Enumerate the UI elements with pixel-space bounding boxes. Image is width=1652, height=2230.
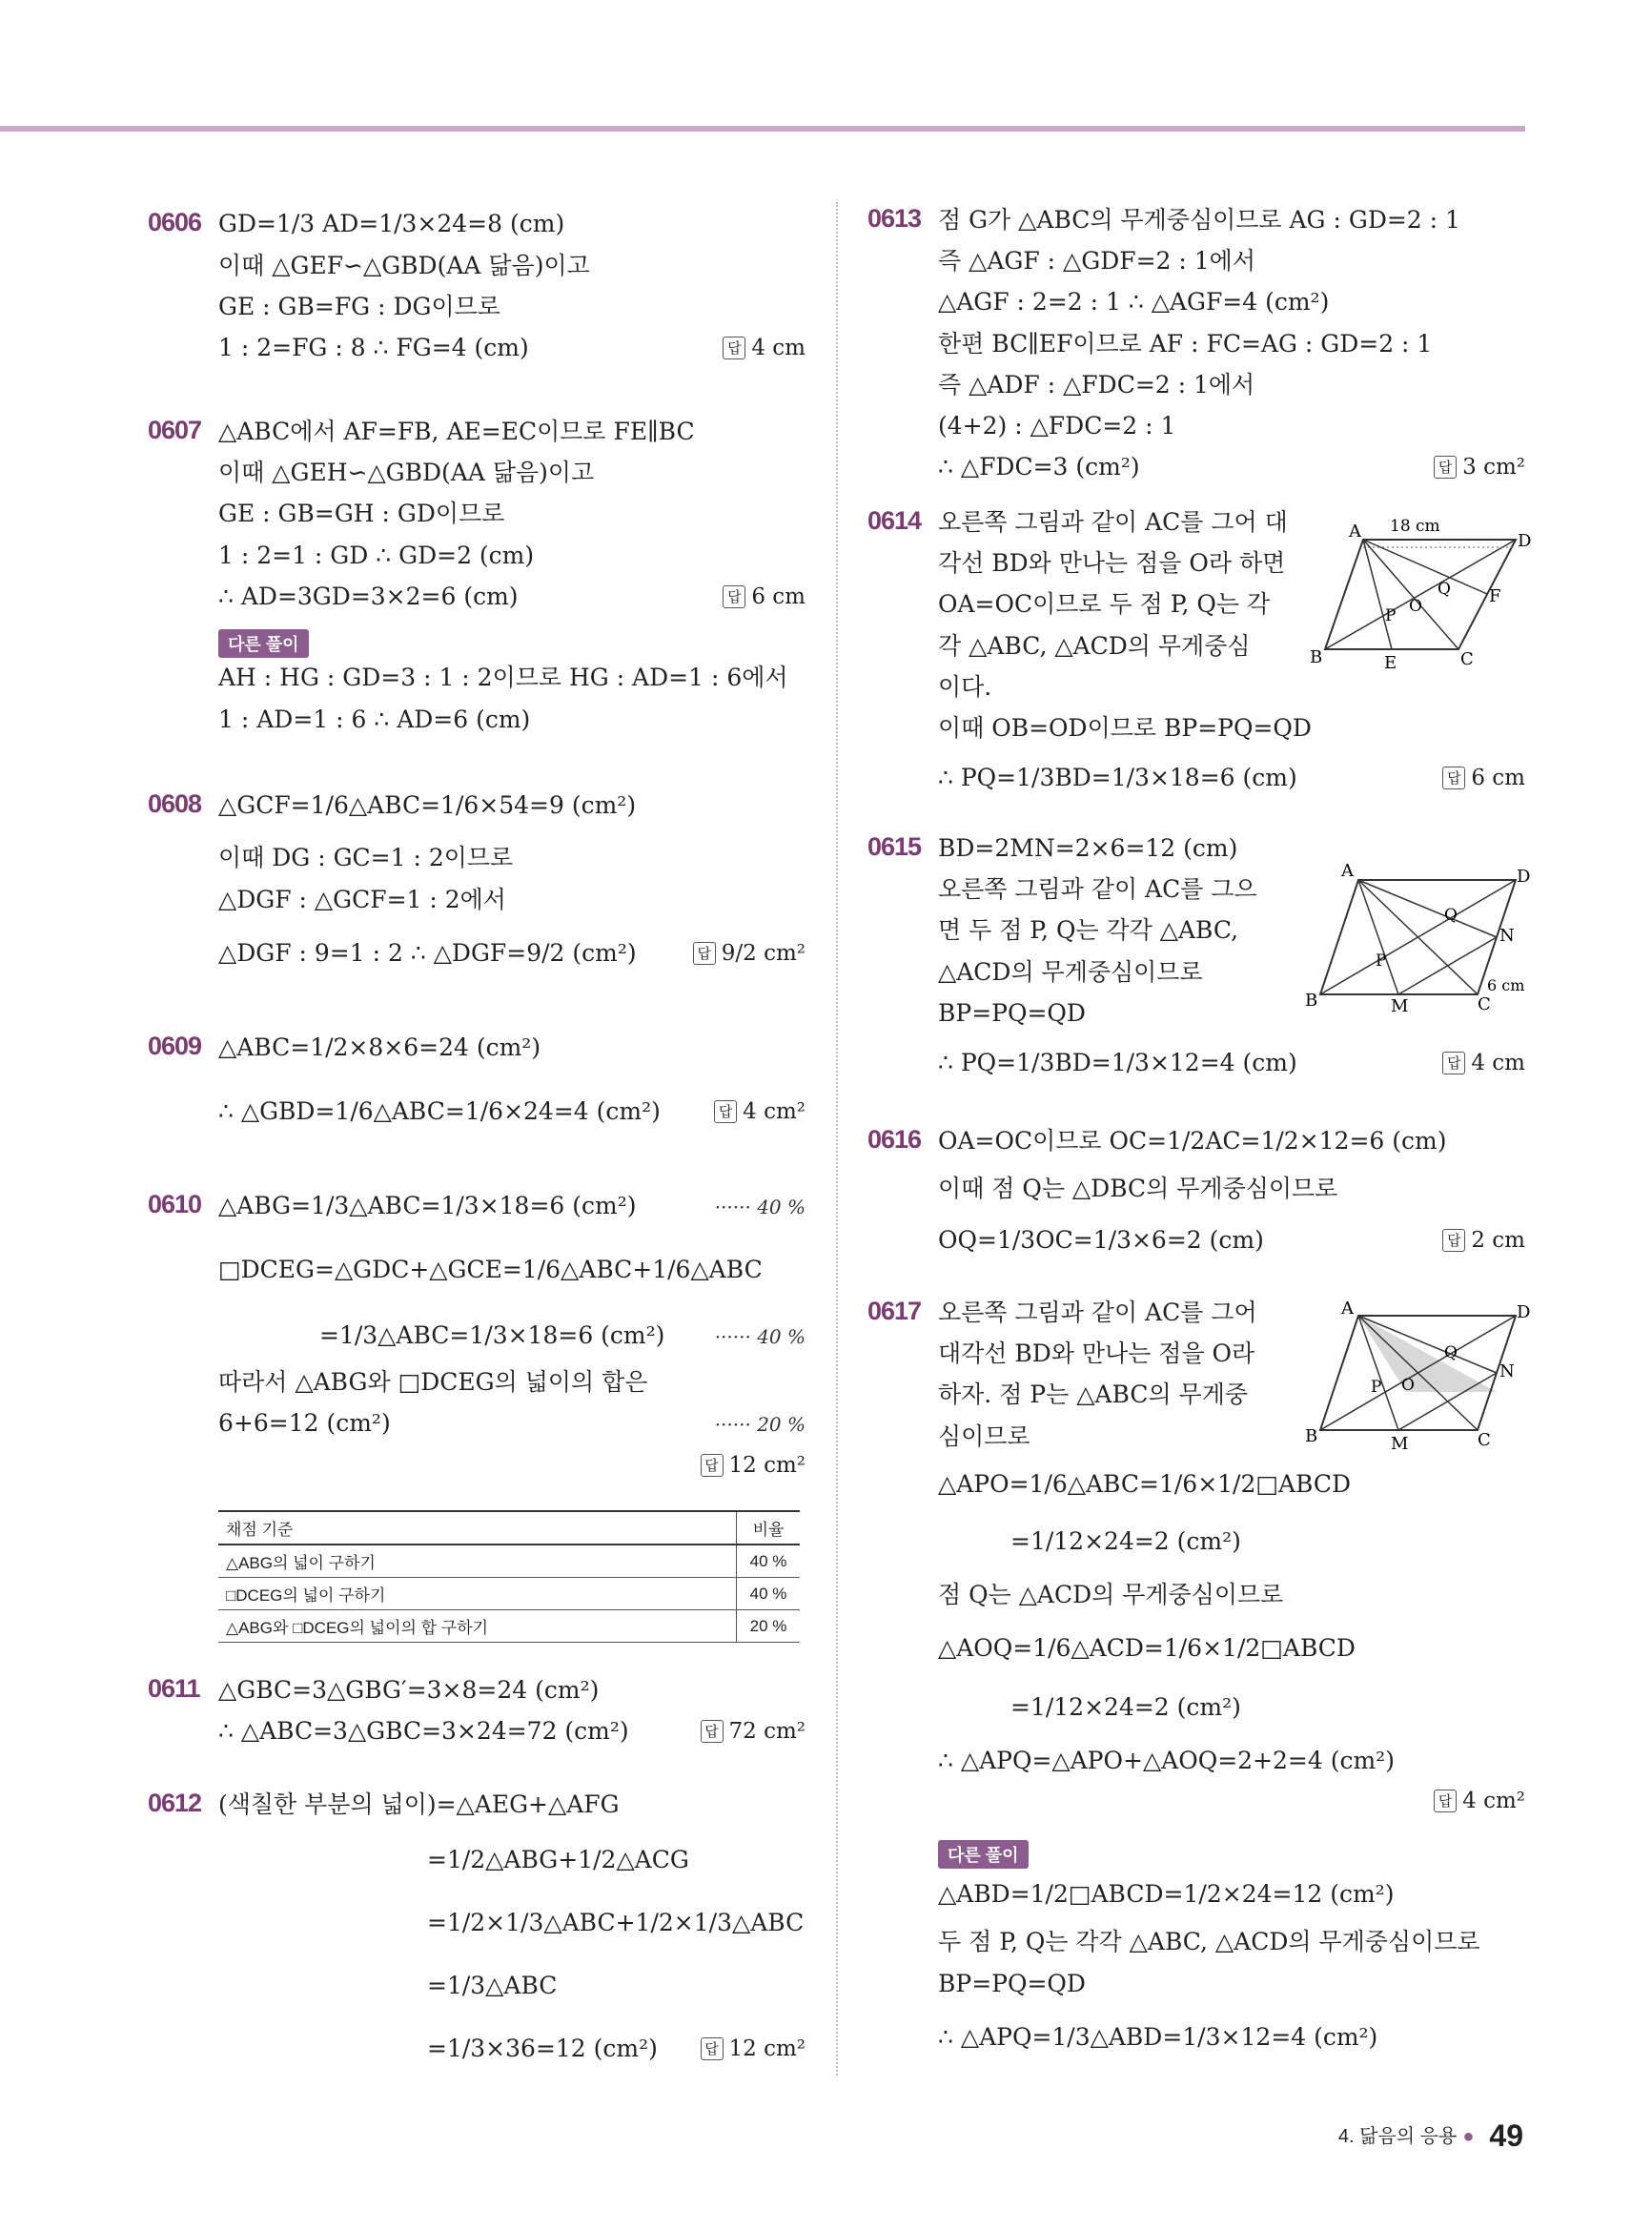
line: 이때 점 Q는 △DBC의 무게중심이므로 — [938, 1175, 1338, 1202]
answer — [1442, 766, 1525, 790]
line: =1/12×24=2 (cm²) — [1010, 1693, 1241, 1721]
svg-text:B: B — [1305, 1426, 1318, 1446]
line: △ABD=1/2□ABCD=1/2×24=12 (cm²) — [938, 1880, 1395, 1908]
line: =1/3△ABC — [427, 1972, 558, 1999]
score-percent: ······ 20 % — [714, 1413, 806, 1436]
line: BP=PQ=QD — [938, 1970, 1086, 1997]
line: 점 G가 △ABC의 무게중심이므로 AG : GD=2 : 1 — [938, 206, 1460, 234]
line: 이때 OB=OD이므로 BP=PQ=QD — [938, 714, 1312, 742]
line: =1/12×24=2 (cm²) — [1010, 1527, 1241, 1555]
answer-value: 6 cm — [1471, 766, 1525, 790]
problem-number: 0616 — [867, 1125, 922, 1154]
answer — [701, 1719, 806, 1744]
answer-mark: 답 — [723, 585, 745, 608]
table-header: 비율 — [737, 1511, 801, 1545]
line: ∴ △APQ=1/3△ABD=1/3×12=4 (cm²) — [938, 2023, 1378, 2051]
answer-value: 4 cm — [751, 336, 806, 360]
line: ∴ PQ=1/3BD=1/3×18=6 (cm) — [938, 764, 1297, 791]
problem-number: 0617 — [867, 1297, 922, 1325]
line: =1/2△ABG+1/2△ACG — [427, 1846, 689, 1873]
line: BD=2MN=2×6=12 (cm) — [938, 834, 1238, 862]
table-cell: △ABG와 □DCEG의 넓이의 합 구하기 — [218, 1610, 737, 1643]
svg-text:O: O — [1409, 597, 1422, 616]
svg-text:F: F — [1489, 586, 1501, 606]
line: (4+2) : △FDC=2 : 1 — [938, 412, 1176, 440]
line: OA=OC이므로 두 점 P, Q는 각 — [938, 590, 1271, 618]
svg-text:N: N — [1499, 926, 1515, 946]
line: 각선 BD와 만나는 점을 O라 하면 — [938, 549, 1286, 577]
answer — [701, 1453, 806, 1478]
alt-solution-tag: 다른 풀이 — [938, 1840, 1029, 1869]
problem-number: 0607 — [148, 416, 202, 444]
problem-number: 0610 — [148, 1190, 202, 1218]
answer — [723, 584, 806, 609]
line: 즉 △AGF : △GDF=2 : 1에서 — [938, 247, 1255, 275]
table-cell: □DCEG의 넓이 구하기 — [218, 1578, 737, 1610]
svg-text:D: D — [1517, 1302, 1531, 1322]
svg-text:P: P — [1376, 951, 1387, 971]
figure-length-label: 6 cm — [1487, 976, 1525, 994]
line: 1 : 2=1 : GD ∴ GD=2 (cm) — [218, 542, 535, 569]
answer — [693, 941, 806, 966]
line: =1/2×1/3△ABC+1/2×1/3△ABC — [427, 1909, 805, 1936]
problem-number: 0615 — [867, 832, 922, 861]
line: GE : GB=FG : DG이므로 — [218, 293, 500, 320]
problem-number: 0611 — [148, 1674, 200, 1703]
score-percent: ······ 40 % — [714, 1325, 806, 1348]
alt-solution-tag: 다른 풀이 — [218, 629, 309, 658]
answer-mark: 답 — [723, 337, 745, 359]
line: 이때 △GEF∽△GBD(AA 닮음)이고 — [218, 252, 590, 279]
line: 오른쪽 그림과 같이 AC를 그어 — [938, 1299, 1257, 1326]
answer — [1442, 1228, 1525, 1253]
line: 즉 △ADF : △FDC=2 : 1에서 — [938, 371, 1255, 399]
line: 한편 BC∥EF이므로 AF : FC=AG : GD=2 : 1 — [938, 330, 1433, 358]
svg-text:A: A — [1349, 522, 1361, 542]
page-number: 49 — [1489, 2118, 1523, 2153]
line: 따라서 △ABG와 □DCEG의 넓이의 합은 — [218, 1368, 648, 1396]
answer-mark: 답 — [701, 1720, 724, 1743]
scoring-table — [218, 1510, 800, 1643]
answer — [1434, 1789, 1525, 1813]
line: △ABG=1/3△ABC=1/3×18=6 (cm²) — [218, 1192, 637, 1219]
svg-text:O: O — [1401, 1376, 1415, 1395]
line: (색칠한 부분의 넓이)=△AEG+△AFG — [218, 1790, 620, 1818]
answer-value: 3 cm² — [1462, 455, 1525, 480]
svg-text:C: C — [1478, 1430, 1491, 1450]
line: △AOQ=1/6△ACD=1/6×1/2□ABCD — [938, 1634, 1356, 1662]
line: GE : GB=GH : GD이므로 — [218, 500, 505, 527]
answer-value: 12 cm² — [728, 2036, 806, 2061]
page-footer — [1338, 2118, 1523, 2154]
svg-text:P: P — [1385, 606, 1397, 625]
svg-text:D: D — [1518, 531, 1532, 551]
line: 1 : 2=FG : 8 ∴ FG=4 (cm) — [218, 334, 529, 361]
line: 점 Q는 △ACD의 무게중심이므로 — [938, 1581, 1284, 1608]
svg-text:D: D — [1517, 867, 1531, 887]
parallelogram-figure-0614 — [1306, 506, 1532, 678]
line: GD=1/3 AD=1/3×24=8 (cm) — [218, 210, 565, 237]
svg-text:Q: Q — [1444, 906, 1458, 925]
table-cell: △ABG의 넓이 구하기 — [218, 1545, 737, 1578]
line: △ABC에서 AF=FB, AE=EC이므로 FE∥BC — [218, 418, 695, 445]
answer-mark: 답 — [1434, 456, 1457, 479]
line: ∴ △GBD=1/6△ABC=1/6×24=4 (cm²) — [218, 1097, 661, 1125]
answer-mark: 답 — [1442, 1052, 1465, 1074]
answer-value: 2 cm — [1471, 1228, 1525, 1253]
line: □DCEG=△GDC+△GCE=1/6△ABC+1/6△ABC — [218, 1256, 763, 1283]
line: 오른쪽 그림과 같이 AC를 그어 대 — [938, 508, 1288, 536]
answer — [1442, 1051, 1525, 1075]
column-divider — [836, 202, 838, 2076]
answer — [714, 1099, 806, 1124]
line: 6+6=12 (cm²) — [218, 1409, 391, 1437]
table-row — [218, 1545, 800, 1578]
answer-value: 4 cm² — [1462, 1789, 1525, 1813]
line: AH : HG : GD=3 : 1 : 2이므로 HG : AD=1 : 6에서 — [218, 664, 788, 691]
line: ∴ △APQ=△APO+△AOQ=2+2=4 (cm²) — [938, 1747, 1395, 1774]
line: =1/3△ABC=1/3×18=6 (cm²) — [319, 1321, 665, 1349]
line: BP=PQ=QD — [938, 999, 1086, 1027]
line: 1 : AD=1 : 6 ∴ AD=6 (cm) — [218, 706, 531, 733]
line: 심이므로 — [938, 1422, 1030, 1450]
line: 이다. — [938, 673, 992, 701]
answer-value: 4 cm — [1471, 1051, 1525, 1075]
line: △APO=1/6△ABC=1/6×1/2□ABCD — [938, 1470, 1352, 1498]
answer-mark: 답 — [1442, 1229, 1465, 1252]
line: OA=OC이므로 OC=1/2AC=1/2×12=6 (cm) — [938, 1127, 1447, 1155]
line: 면 두 점 P, Q는 각각 △ABC, — [938, 916, 1239, 944]
svg-text:P: P — [1371, 1378, 1382, 1397]
line: 오른쪽 그림과 같이 AC를 그으 — [938, 875, 1257, 903]
line: △ACD의 무게중심이므로 — [938, 958, 1203, 986]
line: △DGF : 9=1 : 2 ∴ △DGF=9/2 (cm²) — [218, 939, 637, 967]
parallelogram-figure-0617 — [1301, 1297, 1531, 1463]
table-header: 채점 기준 — [218, 1511, 737, 1545]
line: ∴ PQ=1/3BD=1/3×12=4 (cm) — [938, 1049, 1297, 1076]
table-row — [218, 1578, 800, 1610]
answer — [1434, 455, 1525, 480]
answer-value: 6 cm — [751, 584, 806, 609]
answer-mark: 답 — [693, 942, 716, 965]
line: ∴ △ABC=3△GBC=3×24=72 (cm²) — [218, 1717, 629, 1745]
answer-mark: 답 — [701, 2037, 724, 2060]
table-row — [218, 1610, 800, 1643]
problem-number: 0613 — [867, 204, 922, 233]
svg-text:Q: Q — [1444, 1343, 1458, 1362]
svg-text:M: M — [1391, 996, 1409, 1016]
line: ∴ AD=3GD=3×2=6 (cm) — [218, 583, 519, 610]
table-cell: 40 % — [737, 1545, 801, 1578]
answer-value: 9/2 cm² — [721, 941, 806, 966]
table-cell: 20 % — [737, 1610, 801, 1643]
svg-text:E: E — [1384, 653, 1397, 673]
line: 각 △ABC, △ACD의 무게중심 — [938, 632, 1251, 660]
line: 대각선 BD와 만나는 점을 O라 — [938, 1340, 1255, 1367]
problem-number: 0614 — [867, 506, 922, 535]
parallelogram-figure-0615 — [1301, 861, 1531, 1028]
answer-value: 72 cm² — [728, 1719, 806, 1744]
svg-text:B: B — [1310, 647, 1323, 667]
line: 두 점 P, Q는 각각 △ABC, △ACD의 무게중심이므로 — [938, 1928, 1480, 1955]
table-cell: 40 % — [737, 1578, 801, 1610]
line: △AGF : 2=2 : 1 ∴ △AGF=4 (cm²) — [938, 288, 1330, 316]
svg-text:A: A — [1341, 861, 1354, 881]
problem-number: 0612 — [148, 1789, 202, 1817]
svg-text:C: C — [1460, 649, 1474, 669]
score-percent: ······ 40 % — [714, 1196, 806, 1218]
bullet-icon: ● — [1462, 2126, 1475, 2147]
figure-length-label: 18 cm — [1390, 517, 1440, 536]
line: 이때 △GEH∽△GBD(AA 닮음)이고 — [218, 459, 595, 486]
answer — [701, 2036, 806, 2061]
svg-text:C: C — [1478, 994, 1491, 1014]
chapter-title: 4. 닮음의 응용 — [1337, 2126, 1458, 2147]
answer-mark: 답 — [1434, 1790, 1457, 1812]
svg-text:B: B — [1305, 991, 1318, 1011]
line: 이때 DG : GC=1 : 2이므로 — [218, 844, 514, 871]
problem-number: 0609 — [148, 1032, 202, 1060]
answer — [723, 336, 806, 360]
line: OQ=1/3OC=1/3×6=2 (cm) — [938, 1226, 1264, 1254]
svg-text:Q: Q — [1438, 580, 1451, 599]
svg-text:A: A — [1341, 1299, 1354, 1319]
line: △ABC=1/2×8×6=24 (cm²) — [218, 1033, 541, 1061]
answer-mark: 답 — [701, 1454, 724, 1477]
answer-mark: 답 — [714, 1100, 737, 1123]
answer-value: 12 cm² — [728, 1453, 806, 1478]
answer-mark: 답 — [1442, 767, 1465, 789]
line: △DGF : △GCF=1 : 2에서 — [218, 886, 506, 913]
line: △GCF=1/6△ABC=1/6×54=9 (cm²) — [218, 791, 637, 819]
svg-text:N: N — [1499, 1361, 1515, 1381]
svg-text:M: M — [1391, 1434, 1409, 1454]
top-decor-bar — [0, 126, 1525, 132]
line: ∴ △FDC=3 (cm²) — [938, 453, 1140, 481]
line: △GBC=3△GBG′=3×8=24 (cm²) — [218, 1676, 600, 1704]
line: =1/3×36=12 (cm²) — [427, 2035, 658, 2062]
answer-value: 4 cm² — [743, 1099, 806, 1124]
problem-number: 0606 — [148, 208, 202, 236]
line: 하자. 점 P는 △ABC의 무게중 — [938, 1381, 1248, 1408]
problem-number: 0608 — [148, 789, 202, 818]
